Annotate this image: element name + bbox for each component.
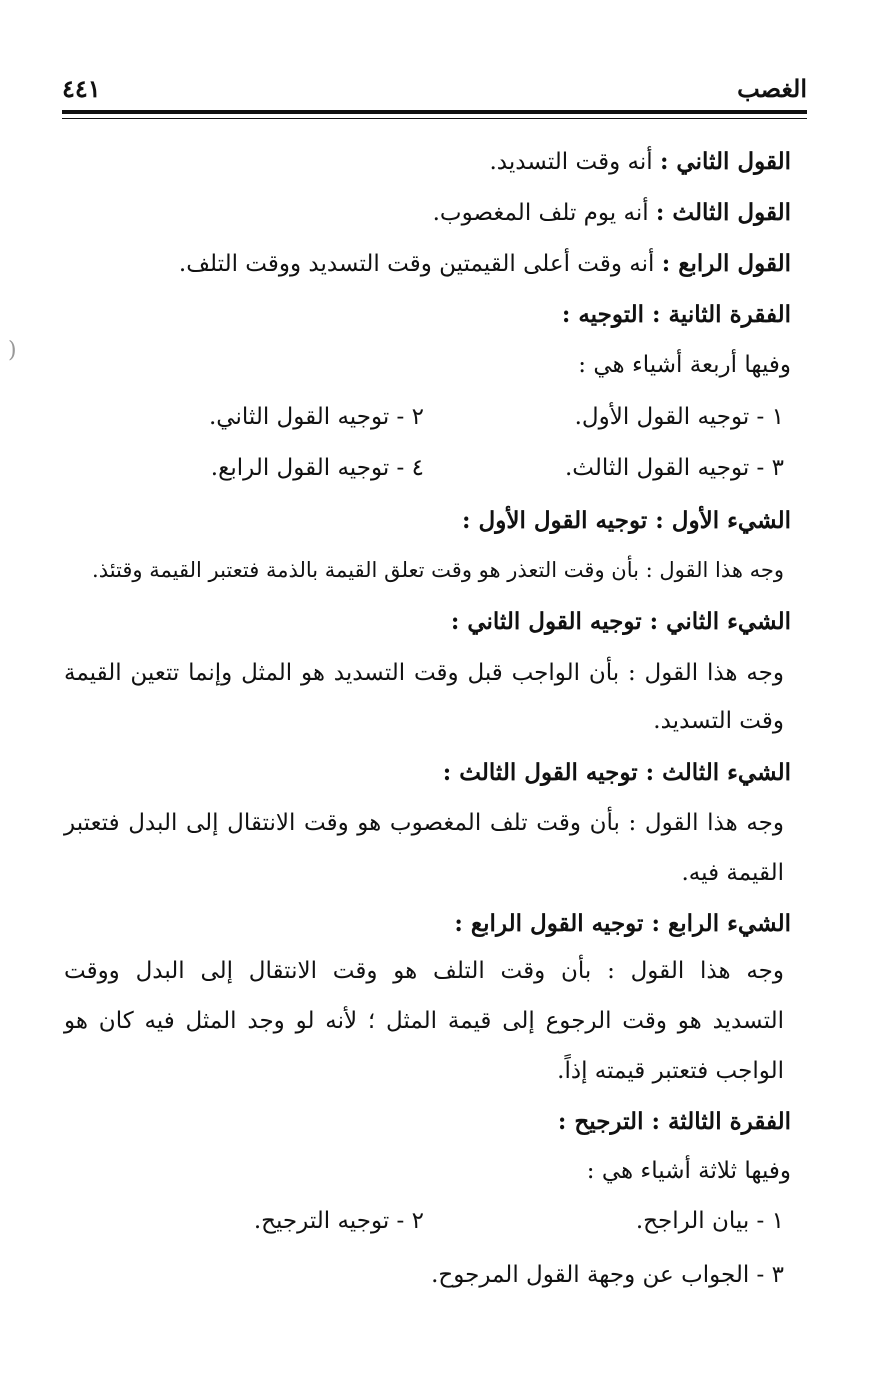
chapter-title: الغصب — [737, 74, 807, 103]
margin-mark: ) — [8, 338, 17, 363]
header-rule-thick — [62, 110, 807, 114]
shay2-heading: الشيء الثاني : توجيه القول الثاني : — [450, 608, 791, 635]
shay3-text-line2: القيمة فيه. — [681, 860, 784, 886]
faqra2-heading: الفقرة الثانية : التوجيه : — [561, 301, 791, 328]
qawl2-text: أنه وقت التسديد. — [489, 149, 653, 175]
shay3-text-line1: وجه هذا القول : بأن وقت تلف المغصوب هو وقت الانتقال إلى البدل فتعتبر — [64, 810, 784, 836]
shay1-text: وجه هذا القول : بأن وقت التعذر هو وقت تعلق القيمة بالذمة فتعتبر القيمة وقتئذ. — [92, 558, 784, 582]
faqra3-item-3: ٣ - الجواب عن وجهة القول المرجوح. — [431, 1262, 784, 1288]
qawl4-label: القول الرابع : — [661, 250, 791, 277]
shay4-text-line1: وجه هذا القول : بأن وقت التلف هو وقت الانتقال إلى البدل ووقت — [64, 958, 784, 984]
qawl3-label: القول الثالث : — [655, 199, 791, 226]
shay1-heading: الشيء الأول : توجيه القول الأول : — [462, 507, 791, 534]
page-number: ٤٤١ — [62, 74, 101, 103]
qawl3-line — [433, 199, 791, 228]
shay2-text-line1: وجه هذا القول : بأن الواجب قبل وقت التسديد هو المثل وإنما تتعين القيمة — [64, 660, 784, 686]
faqra2-item-2: ٢ - توجيه القول الثاني. — [208, 404, 424, 430]
header-rule-thin — [62, 118, 807, 119]
qawl3-text: أنه يوم تلف المغصوب. — [432, 200, 649, 226]
faqra2-item-3: ٣ - توجيه القول الثالث. — [564, 455, 784, 481]
faqra2-item-1: ١ - توجيه القول الأول. — [574, 404, 784, 430]
faqra3-heading: الفقرة الثالثة : الترجيح : — [557, 1108, 791, 1135]
shay3-heading: الشيء الثالث : توجيه القول الثالث : — [442, 759, 791, 786]
shay4-text-line3: الواجب فتعتبر قيمته إذاً. — [557, 1058, 784, 1084]
faqra3-item-1: ١ - بيان الراجح. — [635, 1208, 784, 1234]
qawl2-line — [489, 148, 791, 177]
qawl4-line — [179, 250, 791, 279]
faqra2-intro: وفيها أربعة أشياء هي : — [578, 352, 791, 378]
running-head — [62, 70, 807, 110]
faqra3-item-2: ٢ - توجيه الترجيح. — [253, 1208, 424, 1234]
faqra2-item-4: ٤ - توجيه القول الرابع. — [210, 455, 424, 481]
shay4-text-line2: التسديد هو وقت الرجوع إلى قيمة المثل ؛ لأنه لو وجد المثل فيه كان هو — [64, 1008, 784, 1034]
faqra3-intro: وفيها ثلاثة أشياء هي : — [586, 1158, 791, 1184]
shay4-heading: الشيء الرابع : توجيه القول الرابع : — [454, 910, 791, 937]
shay2-text-line2: وقت التسديد. — [653, 708, 784, 734]
qawl4-text: أنه وقت أعلى القيمتين وقت التسديد ووقت التلف. — [178, 251, 655, 277]
qawl2-label: القول الثاني : — [659, 148, 791, 175]
